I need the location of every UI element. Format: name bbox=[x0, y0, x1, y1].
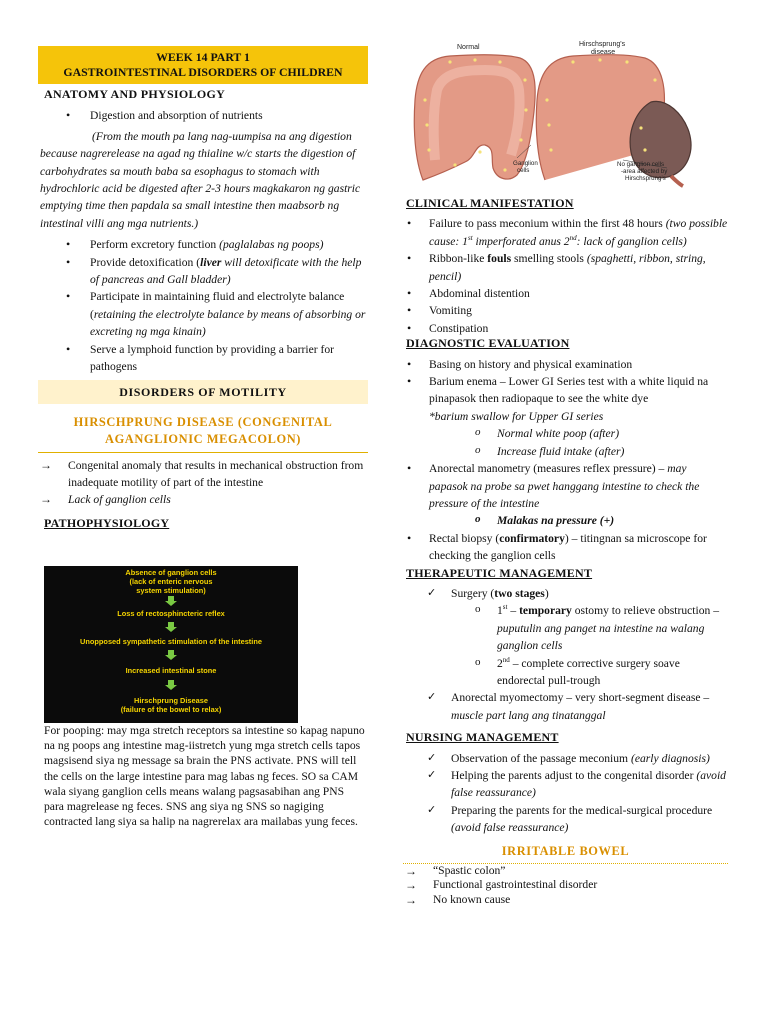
diagnostic-item-4: • Rectal biopsy (confirmatory) – titingnan sa microscope for checking the ganglion cells bbox=[403, 530, 728, 565]
anatomy-note: (From the mouth pa lang nag-uumpisa na ang digestion because nagrerelease na agad ng thialine w/c starts the digestion of carbohydrates sa mouth baba sa esophagus to stomach with hydrochloric acid be digested after 2-3 hours magkakaron ng gastric emptying time then papdala sa small intestine then maabsorb ng intestinal villi ang mga nutrients.) bbox=[40, 129, 361, 230]
diagnostic-item-3: • Anorectal manometry (measures reflex pressure) – may papasok na probe sa pwet hanggang intestine to check the pressure of the intestine bbox=[403, 460, 728, 512]
hirschsprung-label-1: Hirschsprung's bbox=[579, 41, 626, 48]
anatomy-bullet-5: • Serve a lymphoid function by providing a barrier for pathogens bbox=[38, 341, 368, 376]
therapeutic-heading: THERAPEUTIC MANAGEMENT bbox=[406, 565, 593, 580]
flow-step-2: Loss of rectosphincteric reflex bbox=[117, 609, 225, 618]
diagnostic-sub-3: o Malakas na pressure (+) bbox=[403, 512, 728, 529]
right-column bbox=[403, 195, 728, 907]
diagnostic-item-1: • Basing on history and physical examination bbox=[403, 356, 728, 373]
flow-arrow-4 bbox=[165, 680, 177, 690]
pooping-paragraph: For pooping: may mga stretch receptors sa intestine so kapag napuno na ng poops ang intestine mag-iistretch yung mga stretch cells tapos magsisend siya ng message sa brain the PNS activate. PNS will tell the cells on the large intestine para mag labas ng feces. SO sa CAM wala siyang ganglion cells means walang pagsasabihan ang PNS para magrelease ng feces. SNS ang siya ng SNS so nagiging contracted lang siya sa halip na nagrerelax ara mailabas yung feces. bbox=[44, 724, 365, 829]
diagnostic-sub-1: o Normal white poop (after) bbox=[403, 425, 728, 442]
hirschsprung-label-2: disease bbox=[591, 49, 616, 56]
irritable-bowel-heading: IRRITABLE BOWEL bbox=[501, 843, 630, 858]
flow-step-1: Absence of ganglion cells (lack of enteric nervous system stimulation) bbox=[125, 568, 217, 595]
clinical-item-2: • Ribbon-like fouls smelling stools (spaghetti, ribbon, string, pencil) bbox=[403, 250, 728, 285]
ganglion-label-1: Ganglion bbox=[513, 160, 538, 167]
no-ganglion-label-1: No ganglion cells bbox=[617, 161, 665, 168]
flow-step-3: Unopposed sympathetic stimulation of the intestine bbox=[80, 637, 262, 646]
diagnostic-item-2: • Barium enema – Lower GI Series test with a white liquid na pinapasok then radiopaque to see the white dye *barium swallow for Upper GI series bbox=[403, 373, 728, 425]
nursing-heading: NURSING MANAGEMENT bbox=[406, 730, 559, 745]
anatomy-bullet-2: • Perform excretory function (paglalabas ng poops) bbox=[38, 236, 368, 253]
title-line1: WEEK 14 PART 1 bbox=[156, 50, 250, 64]
pathophysiology-flowchart bbox=[44, 566, 298, 723]
ganglion-label-2: cells bbox=[517, 167, 530, 174]
clinical-item-3: • Abdominal distention bbox=[403, 285, 728, 302]
therapeutic-sub-1: o 1st – temporary ostomy to relieve obstruction – puputulin ang panget na intestine na walang ganglion cells bbox=[403, 602, 728, 654]
nursing-item-3: ✓ Preparing the parents for the medical-surgical procedure (avoid false reassurance) bbox=[403, 802, 728, 837]
therapeutic-item-2: ✓ Anorectal myomectomy – very short-segment disease – muscle part lang ang tinatanggal bbox=[403, 689, 728, 724]
left-column bbox=[38, 86, 368, 532]
flow-step-4: Increased intestinal stone bbox=[125, 666, 217, 675]
anatomy-bullet-1: • Digestion and absorption of nutrients bbox=[38, 107, 368, 124]
flow-arrow-1 bbox=[165, 596, 177, 606]
no-ganglion-label-3: Hirschsprung's bbox=[625, 175, 666, 182]
therapeutic-sub-2: o 2nd – complete corrective surgery soave endorectal pull-trough bbox=[403, 655, 728, 690]
hirschprung-title: HIRSCHPRUNG DISEASE (CONGENITAL AGANGLIONIC MEGACOLON) bbox=[73, 414, 333, 446]
clinical-item-4: • Vomiting bbox=[403, 302, 728, 319]
anatomy-heading: ANATOMY AND PHYSIOLOGY bbox=[44, 87, 226, 101]
title-line2: GASTROINTESTINAL DISORDERS OF CHILDREN bbox=[63, 65, 343, 79]
diagnostic-sub-2: o Increase fluid intake (after) bbox=[403, 443, 728, 460]
nursing-item-2: ✓ Helping the parents adjust to the congenital disorder (avoid false reassurance) bbox=[403, 767, 728, 802]
anatomy-bullet-3: • Provide detoxification (liver will detoxificate with the help of pancreas and Gall bladder) bbox=[38, 254, 368, 289]
flow-step-5: Hirschprung Disease (failure of the bowel to relax) bbox=[120, 696, 222, 714]
diagnostic-heading: DIAGNOSTIC EVALUATION bbox=[406, 336, 570, 351]
disorders-motility-bar: DISORDERS OF MOTILITY bbox=[38, 380, 368, 404]
irritable-point-1: → “Spastic colon” bbox=[403, 864, 728, 879]
title-box bbox=[38, 46, 368, 84]
nursing-item-1: ✓ Observation of the passage meconium (early diagnosis) bbox=[403, 750, 728, 767]
flow-arrow-3 bbox=[165, 650, 177, 660]
hirschprung-point-1: → Congenital anomaly that results in mechanical obstruction from inadequate motility of part of the intestine bbox=[38, 457, 368, 492]
hirschprung-point-2: → Lack of ganglion cells bbox=[38, 491, 368, 508]
clinical-item-1: • Failure to pass meconium within the first 48 hours (two possible cause: 1st imperforated anus 2nd: lack of ganglion cells) bbox=[403, 215, 728, 250]
clinical-heading: CLINICAL MANIFESTATION bbox=[406, 196, 574, 210]
normal-label: Normal bbox=[457, 44, 480, 51]
pathophysiology-heading: PATHOPHYSIOLOGY bbox=[44, 515, 170, 530]
irritable-point-2: → Functional gastrointestinal disorder bbox=[403, 878, 728, 893]
flow-arrow-2 bbox=[165, 622, 177, 632]
no-ganglion-label-2: -area affected by bbox=[621, 168, 668, 175]
colon-illustration bbox=[405, 40, 728, 188]
anatomy-bullet-4: • Participate in maintaining fluid and electrolyte balance (retaining the electrolyte balance by means of absorbing or excreting ng mga kinain) bbox=[38, 288, 368, 340]
therapeutic-item-1: ✓ Surgery (two stages) bbox=[403, 585, 728, 602]
clinical-item-5: • Constipation bbox=[403, 320, 728, 337]
irritable-point-3: → No known cause bbox=[403, 893, 728, 908]
